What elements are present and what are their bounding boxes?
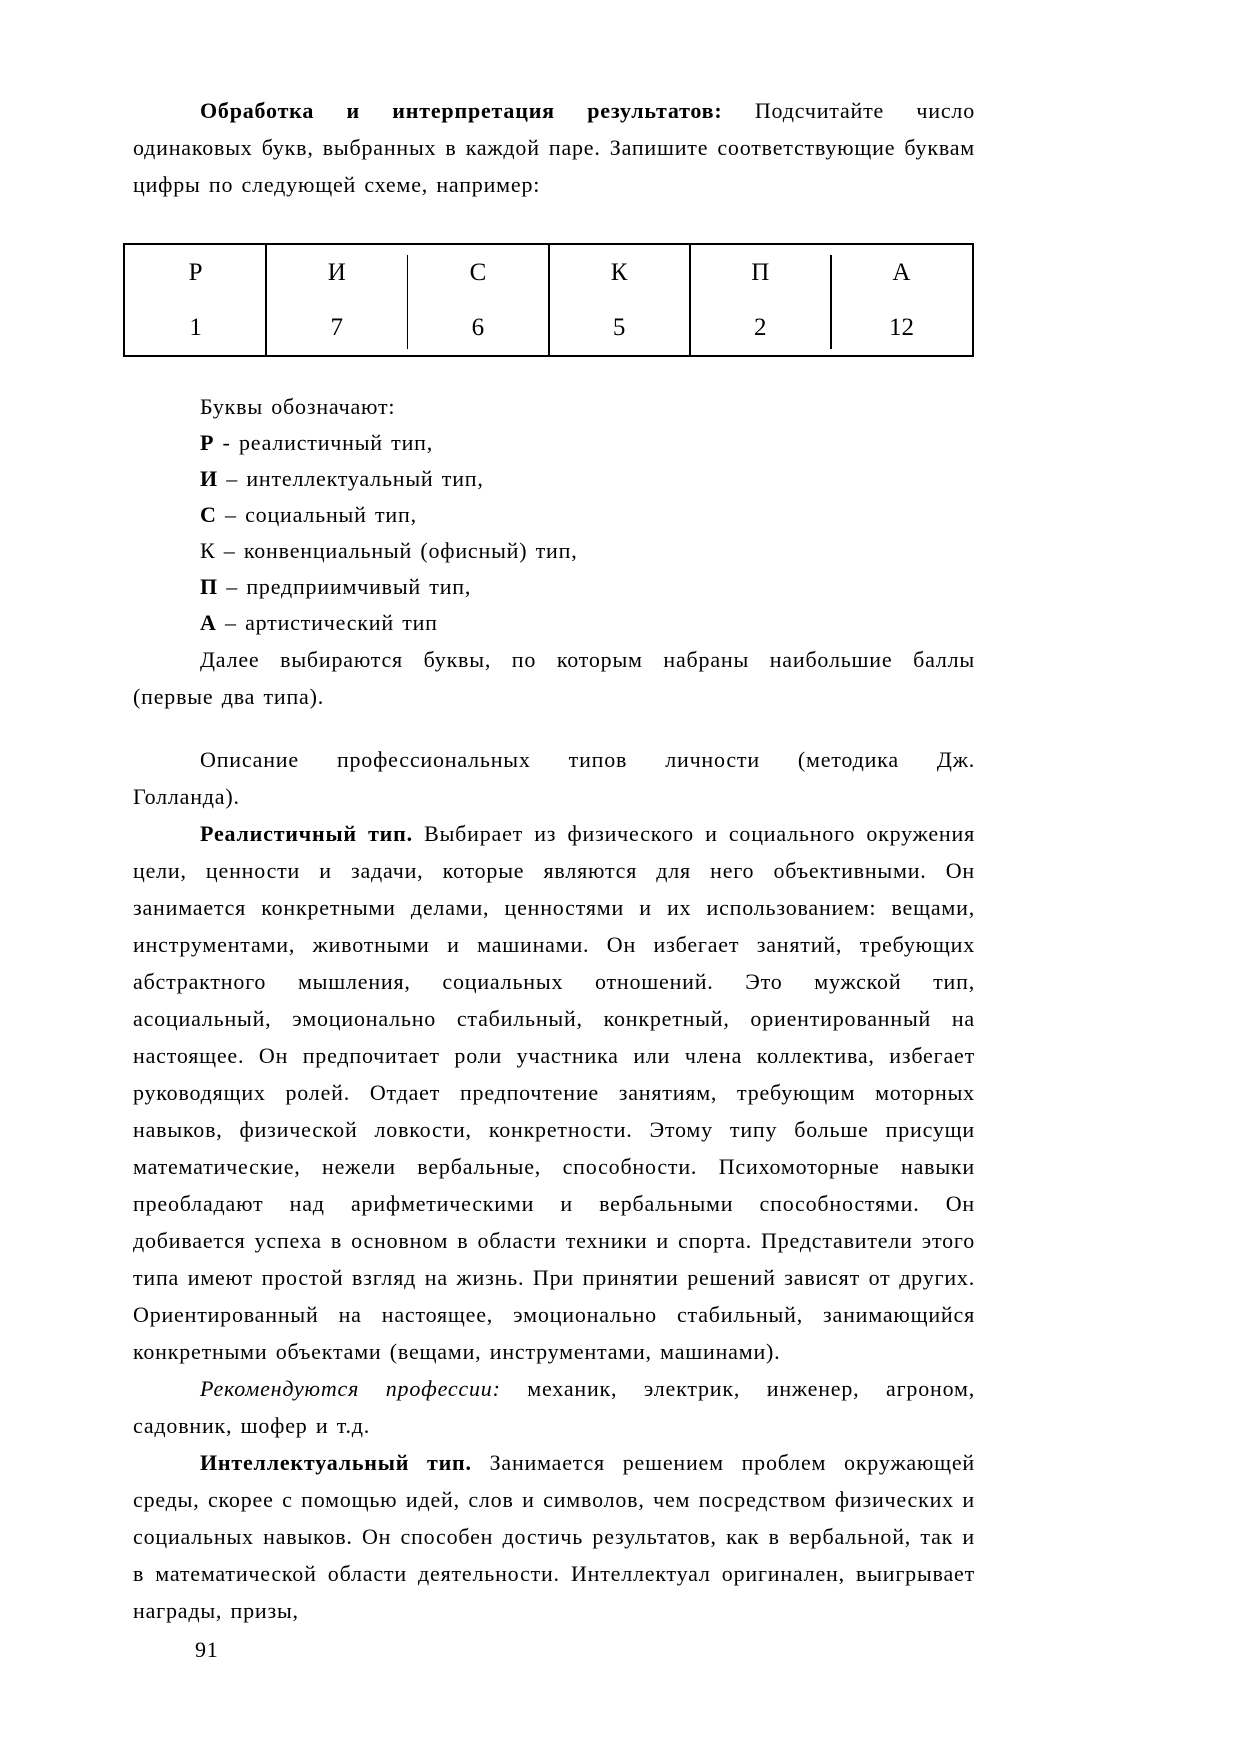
legend-text-a: – артистический тип <box>216 610 438 635</box>
scheme-table <box>123 243 974 357</box>
table-column-p <box>690 245 831 355</box>
section-gap <box>133 715 975 741</box>
table-value-i: 7 <box>330 313 343 341</box>
intellectual-type-text: Занимается решением проблем окружающей среды, скорее с помощью идей, слов и символов, чем посредством физических и социальных навыков. Он способен достичь результатов, как в вербальной, так и в математической области деятельности. Интеллектуал оригинален, выигрывает награды, призы, <box>133 1450 976 1623</box>
legend-text-s: – социальный тип, <box>216 502 417 527</box>
realistic-type-paragraph <box>133 815 975 1370</box>
table-column-i <box>266 245 407 355</box>
legend-text-i: – интеллектуальный тип, <box>217 466 484 491</box>
intro-lead: Обработка и интерпретация результатов: <box>200 98 723 123</box>
realistic-type-text: Выбирает из физического и социального окружения цели, ценности и задачи, которые являются для него объективными. Он занимается конкретными делами, ценностями и их использованием: вещами, инструментами, животными и машинами. Он избегает занятий, требующих абстрактного мышления, социальных отношений. Это мужской тип, асоциальный, эмоционально стабильный, конкретный, ориентированный на настоящее. Он предпочитает роли участника или члена коллектива, избегает руководящих ролей. Отдает предпочтение занятиям, требующим моторных навыков, физической ловкости, конкретности. Этому типу больше присущи математические, нежели вербальные, способности. Психомоторные навыки преобладают над арифметическими и вербальными способностями. Он добивается успеха в основном в области техники и спорта. Представители этого типа имеют простой взгляд на жизнь. При принятии решений зависят от других. Ориентированный на настоящее, эмоционально стабильный, занимающийся конкретными объектами (вещами, инструментами, машинами). <box>133 821 975 1364</box>
table-column-r <box>125 245 266 355</box>
legend-letter-a: А <box>200 610 217 635</box>
legend-letter-k: К <box>200 538 216 563</box>
legend-letter-s: С <box>200 502 217 527</box>
description-heading: Описание профессиональных типов личности (методика Дж. Голланда). <box>133 747 975 809</box>
legend-text-k: – конвенциальный (офисный) тип, <box>215 538 578 563</box>
table-value-r: 1 <box>189 313 202 341</box>
legend-item-a <box>133 605 975 641</box>
professions-paragraph <box>133 1370 975 1444</box>
table-letter-p: П <box>751 258 770 286</box>
page-number: 91 <box>195 1637 219 1662</box>
legend-item-i <box>133 461 975 497</box>
legend-item-r <box>133 425 975 461</box>
professions-text: механик, электрик, инженер, агроном, садовник, шофер и т.д. <box>133 1376 976 1438</box>
table-letter-i: И <box>327 258 346 286</box>
intro-text: Подсчитайте число одинаковых букв, выбранных в каждой паре. Запишите соответствующие буквам цифры по следующей схеме, например: <box>133 98 976 197</box>
table-letter-r: Р <box>188 258 203 286</box>
table-value-a: 12 <box>888 313 914 341</box>
realistic-type-lead: Реалистичный тип. <box>200 821 413 846</box>
legend-item-s <box>133 497 975 533</box>
intro-paragraph <box>133 92 975 203</box>
legend-text-p: – предприимчивый тип, <box>217 574 472 599</box>
table-value-p: 2 <box>754 313 767 341</box>
table-letter-a: А <box>892 258 911 286</box>
table-letter-k: К <box>610 258 628 286</box>
intellectual-type-paragraph <box>133 1444 975 1629</box>
legend-block <box>133 389 975 641</box>
intellectual-type-lead: Интеллектуальный тип. <box>200 1450 472 1475</box>
legend-item-k <box>133 533 975 569</box>
legend-title: Буквы обозначают: <box>200 394 396 419</box>
legend-item-p <box>133 569 975 605</box>
table-value-s: 6 <box>471 313 485 341</box>
table-value-k: 5 <box>612 313 626 341</box>
legend-letter-r: Р <box>200 430 215 455</box>
legend-letter-i: И <box>200 466 218 491</box>
table-column-k <box>549 245 690 355</box>
professions-lead: Рекомендуются профессии: <box>200 1376 501 1401</box>
table-letter-s: С <box>469 258 487 286</box>
legend-letter-p: П <box>200 574 218 599</box>
table-column-s <box>407 245 548 355</box>
further-paragraph: Далее выбираются буквы, по которым набраны наибольшие баллы (первые два типа). <box>133 647 975 709</box>
legend-text-r: - реалистичный тип, <box>214 430 434 455</box>
table-column-a <box>831 245 972 355</box>
